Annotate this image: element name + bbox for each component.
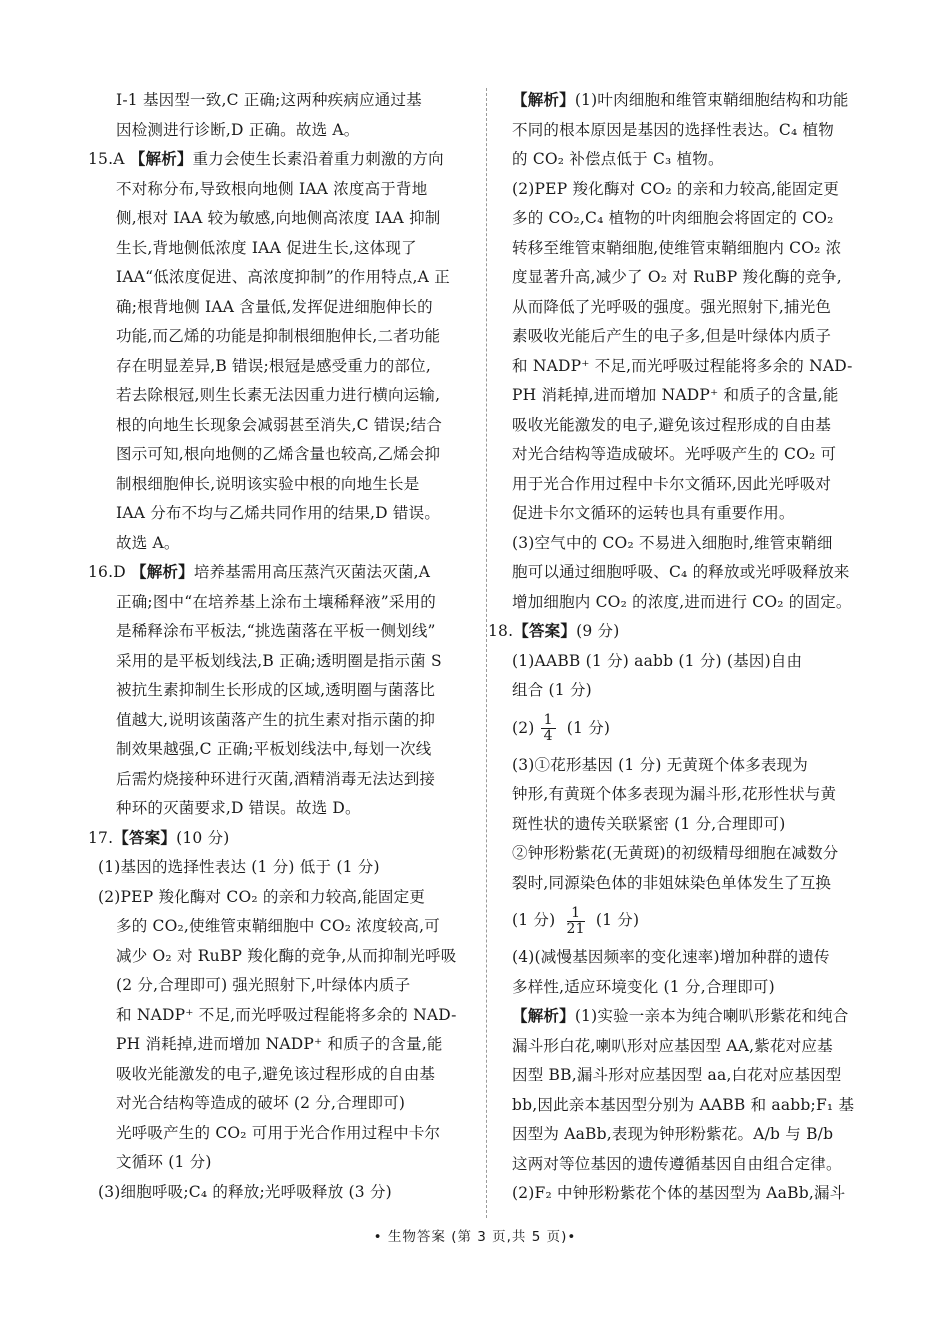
analysis-tag: 【解析】: [512, 1007, 575, 1025]
text-line: ②钟形粉紫花(无黄斑)的初级精母细胞在减数分: [512, 844, 839, 862]
text-line: 度显著升高,减少了 O₂ 对 RuBP 羧化酶的竞争,: [512, 268, 842, 286]
text-line: 采用的是平板划线法,B 正确;透明圈是指示菌 S: [116, 651, 442, 670]
text-line: 若去除根冠,则生长素无法因重力进行横向运输,: [116, 386, 441, 404]
text-line: 多的 CO₂,使维管束鞘细胞中 CO₂ 浓度较高,可: [116, 917, 440, 935]
text-line: 值越大,说明该菌落产生的抗生素对指示菌的抑: [116, 710, 436, 729]
text-line: 确;根背地侧 IAA 含量低,发挥促进细胞伸长的: [116, 297, 433, 316]
text-line: (3)①花形基因 (1 分) 无黄斑个体多表现为: [512, 755, 808, 774]
question-16-header: [88, 558, 464, 588]
text-line: 漏斗形白花,喇叭形对应基因型 AA,紫花对应基: [512, 1036, 833, 1055]
page-footer: • 生物答案 (第 3 页,共 5 页)•: [373, 1229, 577, 1245]
text-line: (1)叶肉细胞和维管束鞘细胞结构和功能: [574, 91, 849, 109]
text-line: (1)AABB (1 分) aabb (1 分) (基因)自由: [512, 651, 803, 670]
question-17-header: [88, 824, 464, 854]
fraction-suffix: (1 分): [561, 718, 611, 737]
text-line: (2 分,合理即可) 强光照射下,叶绿体内质子: [116, 976, 411, 994]
text-line: 故选 A。: [116, 533, 180, 552]
text-line: (3)细胞呼吸;C₄ 的释放;光呼吸释放 (3 分): [98, 1182, 392, 1201]
text-line: 因检测进行诊断,D 正确。故选 A。: [116, 120, 360, 139]
text-line: 制根细胞伸长,说明该实验中根的向地生长是: [116, 474, 420, 493]
text-line: 从而降低了光呼吸的强度。强光照射下,捕光色: [512, 297, 832, 316]
numerator: 1: [541, 713, 556, 729]
text-line: (10 分): [176, 828, 230, 847]
text-line: 裂时,同源染色体的非姐妹染色单体发生了互换: [512, 873, 832, 892]
text-line: 文循环 (1 分): [116, 1153, 212, 1171]
text-line: 图示可知,根向地侧的乙烯含量也较高,乙烯会抑: [116, 445, 441, 463]
text-line: 制效果越强,C 正确;平板划线法中,每划一次线: [116, 740, 432, 758]
denominator: 21: [566, 920, 585, 937]
text-line: (2)F₂ 中钟形粉紫花个体的基因型为 AaBb,漏斗: [512, 1184, 846, 1202]
left-column: [88, 86, 464, 1207]
text-line: 和 NADP⁺ 不足,而光呼吸过程能将多余的 NAD-: [512, 356, 853, 375]
text-line: 光呼吸产生的 CO₂ 可用于光合作用过程中卡尔: [116, 1123, 441, 1142]
analysis-17-header: [512, 86, 864, 116]
text-line: 培养基需用高压蒸汽灭菌法灭菌,A: [193, 563, 431, 581]
text-line: 生长,背地侧低浓度 IAA 促进生长,这体现了: [116, 238, 417, 257]
answer-tag: 【答案】: [513, 622, 577, 640]
text-line: 多样性,适应环境变化 (1 分,合理即可): [512, 977, 775, 996]
denominator: 4: [543, 728, 553, 744]
analysis-tag: 【解析】: [131, 563, 194, 581]
text-line: (2)PEP 羧化酶对 CO₂ 的亲和力较高,能固定更: [512, 179, 840, 198]
fraction-prefix: (1 分): [512, 911, 561, 929]
text-line: 吸收光能激发的电子,避免该过程形成的自由基: [512, 415, 832, 434]
text-line: PH 消耗掉,进而增加 NADP⁺ 和质子的含量,能: [512, 386, 839, 404]
text-line: 胞可以通过细胞呼吸、C₄ 的释放或光呼吸释放来: [512, 563, 850, 581]
text-line: 对光合结构等造成破坏。光呼吸产生的 CO₂ 可: [512, 445, 837, 463]
text-line: 种环的灭菌要求,D 错误。故选 D。: [116, 799, 361, 817]
numerator: 1: [567, 906, 585, 922]
text-line: 根的向地生长现象会减弱甚至消失,C 错误;结合: [116, 415, 443, 434]
text-line: 增加细胞内 CO₂ 的浓度,进而进行 CO₂ 的固定。: [512, 592, 852, 611]
text-line: 转移至维管束鞘细胞,使维管束鞘细胞内 CO₂ 浓: [512, 238, 842, 257]
analysis-18-header: [512, 1002, 864, 1032]
text-line: (4)(减慢基因频率的变化速率)增加种群的遗传: [512, 948, 830, 966]
fraction-line: [512, 706, 864, 751]
text-line: (1)实验一亲本为纯合喇叭形紫花和纯合: [574, 1007, 849, 1025]
text-line: (1)基因的选择性表达 (1 分) 低于 (1 分): [98, 858, 380, 876]
text-line: 斑性状的遗传关联紧密 (1 分,合理即可): [512, 814, 786, 833]
text-line: 素吸收光能后产生的电子多,但是叶绿体内质子: [512, 327, 832, 345]
question-15-header: [88, 145, 464, 175]
text-line: 功能,而乙烯的功能是抑制根细胞伸长,二者功能: [116, 327, 441, 345]
fraction-suffix: (1 分): [590, 911, 640, 929]
text-line: (3)空气中的 CO₂ 不易进入细胞时,维管束鞘细: [512, 533, 833, 552]
analysis-tag: 【解析】: [129, 150, 193, 168]
text-line: 因型为 AaBb,表现为钟形粉紫花。A/b 与 B/b: [512, 1125, 834, 1143]
text-line: 被抗生素抑制生长形成的区域,透明圈与菌落比: [116, 681, 436, 699]
question-number: 15.A: [88, 150, 125, 168]
question-number: 18.: [488, 622, 514, 640]
fraction-one-twentyfirst: [567, 906, 585, 937]
analysis-tag: 【解析】: [512, 91, 575, 109]
text-line: 存在明显差异,B 错误;根冠是感受重力的部位,: [116, 356, 431, 375]
text-line: 正确;图中“在培养基上涂布土壤稀释液”采用的: [116, 592, 436, 611]
fraction-line: [512, 898, 864, 943]
text-line: 后需灼烧接种环进行灭菌,酒精消毒无法达到接: [116, 769, 436, 788]
text-line: (9 分): [576, 622, 620, 640]
text-line: Ⅰ-1 基因型一致,C 正确;这两种疾病应通过基: [116, 91, 422, 109]
question-number: 17.: [88, 828, 114, 847]
text-line: 减少 O₂ 对 RuBP 羧化酶的竞争,从而抑制光呼吸: [116, 946, 457, 965]
text-line: 这两对等位基因的遗传遵循基因自由组合定律。: [512, 1154, 842, 1173]
text-line: 侧,根对 IAA 较为敏感,向地侧高浓度 IAA 抑制: [116, 209, 441, 227]
text-line: (2)PEP 羧化酶对 CO₂ 的亲和力较高,能固定更: [98, 887, 426, 906]
text-line: 不同的根本原因是基因的选择性表达。C₄ 植物: [512, 120, 834, 139]
text-line: 促进卡尔文循环的运转也具有重要作用。: [512, 504, 795, 522]
question-number: 16.D: [88, 563, 126, 581]
text-line: 组合 (1 分): [512, 681, 592, 699]
text-line: 和 NADP⁺ 不足,而光呼吸过程能将多余的 NAD-: [116, 1005, 457, 1024]
text-line: 是稀释涂布平板法,“挑选菌落在平板一侧划线”: [116, 622, 436, 640]
text-line: 用于光合作用过程中卡尔文循环,因此光呼吸对: [512, 474, 832, 493]
answer-tag: 【答案】: [113, 828, 177, 847]
text-line: 钟形,有黄斑个体多表现为漏斗形,花形性状与黄: [512, 785, 837, 803]
text-line: PH 消耗掉,进而增加 NADP⁺ 和质子的含量,能: [116, 1035, 443, 1053]
fraction-prefix: (2): [512, 718, 535, 737]
text-line: IAA“低浓度促进、高浓度抑制”的作用特点,A 正: [116, 268, 450, 286]
text-line: bb,因此亲本基因型分别为 AABB 和 aabb;F₁ 基: [512, 1095, 855, 1114]
text-line: 重力会使生长素沿着重力刺激的方向: [192, 150, 444, 168]
text-line: 吸收光能激发的电子,避免该过程形成的自由基: [116, 1064, 436, 1083]
text-line: 不对称分布,导致根向地侧 IAA 浓度高于背地: [116, 179, 428, 198]
text-line: 对光合结构等造成的破坏 (2 分,合理即可): [116, 1094, 406, 1112]
text-line: 的 CO₂ 补偿点低于 C₃ 植物。: [512, 150, 724, 168]
column-divider: [486, 88, 487, 1218]
right-column: [488, 86, 864, 1209]
question-18-header: [488, 617, 864, 647]
text-line: IAA 分布不均与乙烯共同作用的结果,D 错误。: [116, 504, 441, 522]
text-line: 因型 BB,漏斗形对应基因型 aa,白花对应基因型: [512, 1066, 842, 1084]
text-line: 多的 CO₂,C₄ 植物的叶肉细胞会将固定的 CO₂: [512, 209, 834, 227]
fraction-one-quarter: [541, 713, 556, 744]
